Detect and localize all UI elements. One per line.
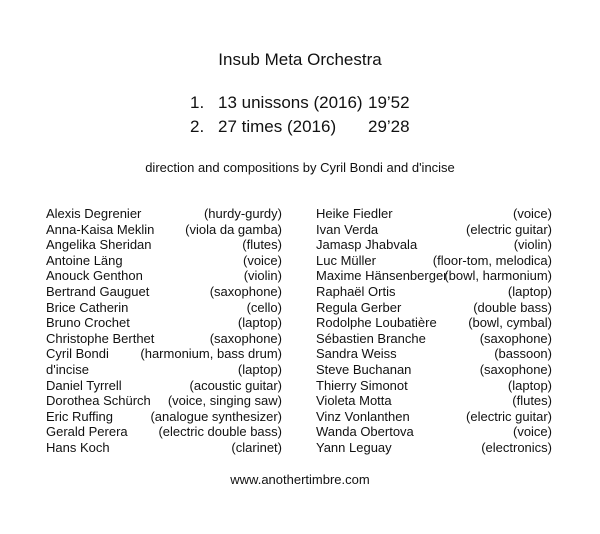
player-name: Sandra Weiss	[316, 346, 397, 362]
player-name: d'incise	[46, 361, 89, 377]
personnel-row	[316, 424, 552, 440]
personnel-row	[316, 409, 552, 425]
player-instrument: (hurdy-gurdy)	[203, 206, 282, 221]
personnel-row	[316, 222, 552, 238]
track-item	[190, 117, 420, 141]
player-instrument: (electric double bass)	[158, 424, 282, 440]
personnel-row	[316, 440, 552, 456]
player-instrument: (acoustic guitar)	[189, 377, 282, 393]
track-number: 2.	[190, 117, 205, 136]
player-name: Thierry Simonot	[316, 377, 408, 393]
player-instrument: (electric guitar)	[466, 221, 552, 237]
player-instrument: (viola da gamba)	[185, 221, 282, 237]
player-name: Hans Koch	[46, 439, 110, 455]
player-instrument: (saxophone)	[479, 330, 552, 346]
player-name: Ivan Verda	[316, 221, 379, 237]
player-name: Antoine Läng	[46, 252, 123, 268]
album-title: Insub Meta Orchestra	[218, 50, 382, 69]
direction-credit: direction and compositions by Cyril Bondi and d'incise	[145, 160, 455, 175]
personnel-row	[46, 362, 282, 378]
track-name: 13 unissons (2016)	[218, 93, 363, 112]
player-instrument: (voice, singing saw)	[167, 393, 282, 409]
personnel-row	[46, 206, 282, 222]
player-name: Daniel Tyrrell	[46, 377, 122, 393]
track-number: 1.	[190, 93, 205, 112]
personnel-row	[316, 331, 552, 347]
player-instrument: (bassoon)	[494, 346, 552, 362]
personnel-row	[46, 253, 282, 269]
track-name: 27 times (2016)	[218, 117, 337, 136]
player-instrument: (harmonium, bass drum)	[140, 346, 282, 362]
personnel-row	[316, 253, 552, 269]
personnel-row	[46, 300, 282, 316]
personnel-row	[46, 378, 282, 394]
track-duration: 29’28	[368, 117, 410, 136]
player-name: Bruno Crochet	[46, 315, 130, 331]
track-duration: 19’52	[368, 93, 410, 112]
player-instrument: (violin)	[513, 237, 552, 253]
personnel-row	[46, 424, 282, 440]
player-name: Sébastien Branche	[316, 330, 426, 346]
player-instrument: (electronics)	[481, 439, 552, 455]
player-name: Dorothea Schürch	[46, 393, 151, 409]
player-instrument: (cello)	[246, 299, 282, 315]
website-url: www.anothertimbre.com	[230, 472, 370, 487]
player-name: Alexis Degrenier	[46, 206, 142, 221]
personnel-row	[316, 378, 552, 394]
personnel-row	[316, 206, 552, 222]
player-name: Christophe Berthet	[46, 330, 155, 346]
player-instrument: (double bass)	[473, 299, 552, 315]
personnel-row	[46, 331, 282, 347]
personnel-row	[46, 409, 282, 425]
personnel-row	[316, 346, 552, 362]
player-name: Gerald Perera	[46, 424, 128, 440]
player-instrument: (electric guitar)	[466, 408, 552, 424]
player-instrument: (voice)	[242, 252, 282, 268]
player-name: Anouck Genthon	[46, 268, 143, 284]
player-instrument: (saxophone)	[209, 330, 282, 346]
player-instrument: (saxophone)	[479, 361, 552, 377]
personnel-row	[316, 315, 552, 331]
personnel-row	[316, 393, 552, 409]
player-instrument: (clarinet)	[231, 439, 282, 455]
player-instrument: (laptop)	[507, 377, 552, 393]
player-name: Raphaël Ortis	[316, 283, 396, 299]
player-instrument: (bowl, harmonium)	[444, 268, 552, 284]
personnel-right-column	[316, 206, 552, 456]
player-name: Cyril Bondi	[46, 346, 109, 362]
personnel-row	[316, 300, 552, 316]
player-instrument: (flutes)	[242, 237, 282, 253]
player-name: Angelika Sheridan	[46, 237, 152, 253]
player-name: Bertrand Gauguet	[46, 283, 150, 299]
player-name: Yann Leguay	[316, 439, 392, 455]
personnel-row	[46, 315, 282, 331]
player-name: Steve Buchanan	[316, 361, 412, 377]
player-instrument: (laptop)	[237, 361, 282, 377]
player-instrument: (flutes)	[512, 393, 552, 409]
player-instrument: (saxophone)	[209, 283, 282, 299]
player-name: Luc Müller	[316, 252, 376, 268]
personnel-row	[46, 222, 282, 238]
player-name: Vinz Vonlanthen	[316, 408, 410, 424]
player-name: Violeta Motta	[316, 393, 392, 409]
personnel-row	[46, 393, 282, 409]
player-name: Anna-Kaisa Meklin	[46, 221, 155, 237]
player-name: Wanda Obertova	[316, 424, 414, 440]
player-name: Eric Ruffing	[46, 408, 113, 424]
personnel-row	[316, 362, 552, 378]
player-name: Heike Fiedler	[316, 206, 393, 221]
personnel-left-column	[46, 206, 282, 456]
player-name: Rodolphe Loubatière	[316, 315, 437, 331]
player-name: Regula Gerber	[316, 299, 402, 315]
player-name: Brice Catherin	[46, 299, 129, 315]
personnel-row	[316, 268, 552, 284]
track-item	[190, 93, 420, 117]
personnel-row	[316, 284, 552, 300]
player-instrument: (voice)	[512, 206, 552, 221]
personnel-row	[316, 237, 552, 253]
personnel-row	[46, 346, 282, 362]
personnel-row	[46, 440, 282, 456]
player-instrument: (analogue synthesizer)	[150, 408, 282, 424]
player-instrument: (voice)	[512, 424, 552, 440]
player-name: Jamasp Jhabvala	[316, 237, 418, 253]
player-instrument: (laptop)	[237, 315, 282, 331]
track-list	[190, 93, 420, 141]
player-instrument: (bowl, cymbal)	[468, 315, 552, 331]
personnel-row	[46, 237, 282, 253]
player-name: Maxime Hänsenberger	[316, 268, 448, 284]
personnel-row	[46, 268, 282, 284]
player-instrument: (violin)	[243, 268, 282, 284]
personnel-row	[46, 284, 282, 300]
player-instrument: (floor-tom, melodica)	[432, 252, 552, 268]
player-instrument: (laptop)	[507, 283, 552, 299]
